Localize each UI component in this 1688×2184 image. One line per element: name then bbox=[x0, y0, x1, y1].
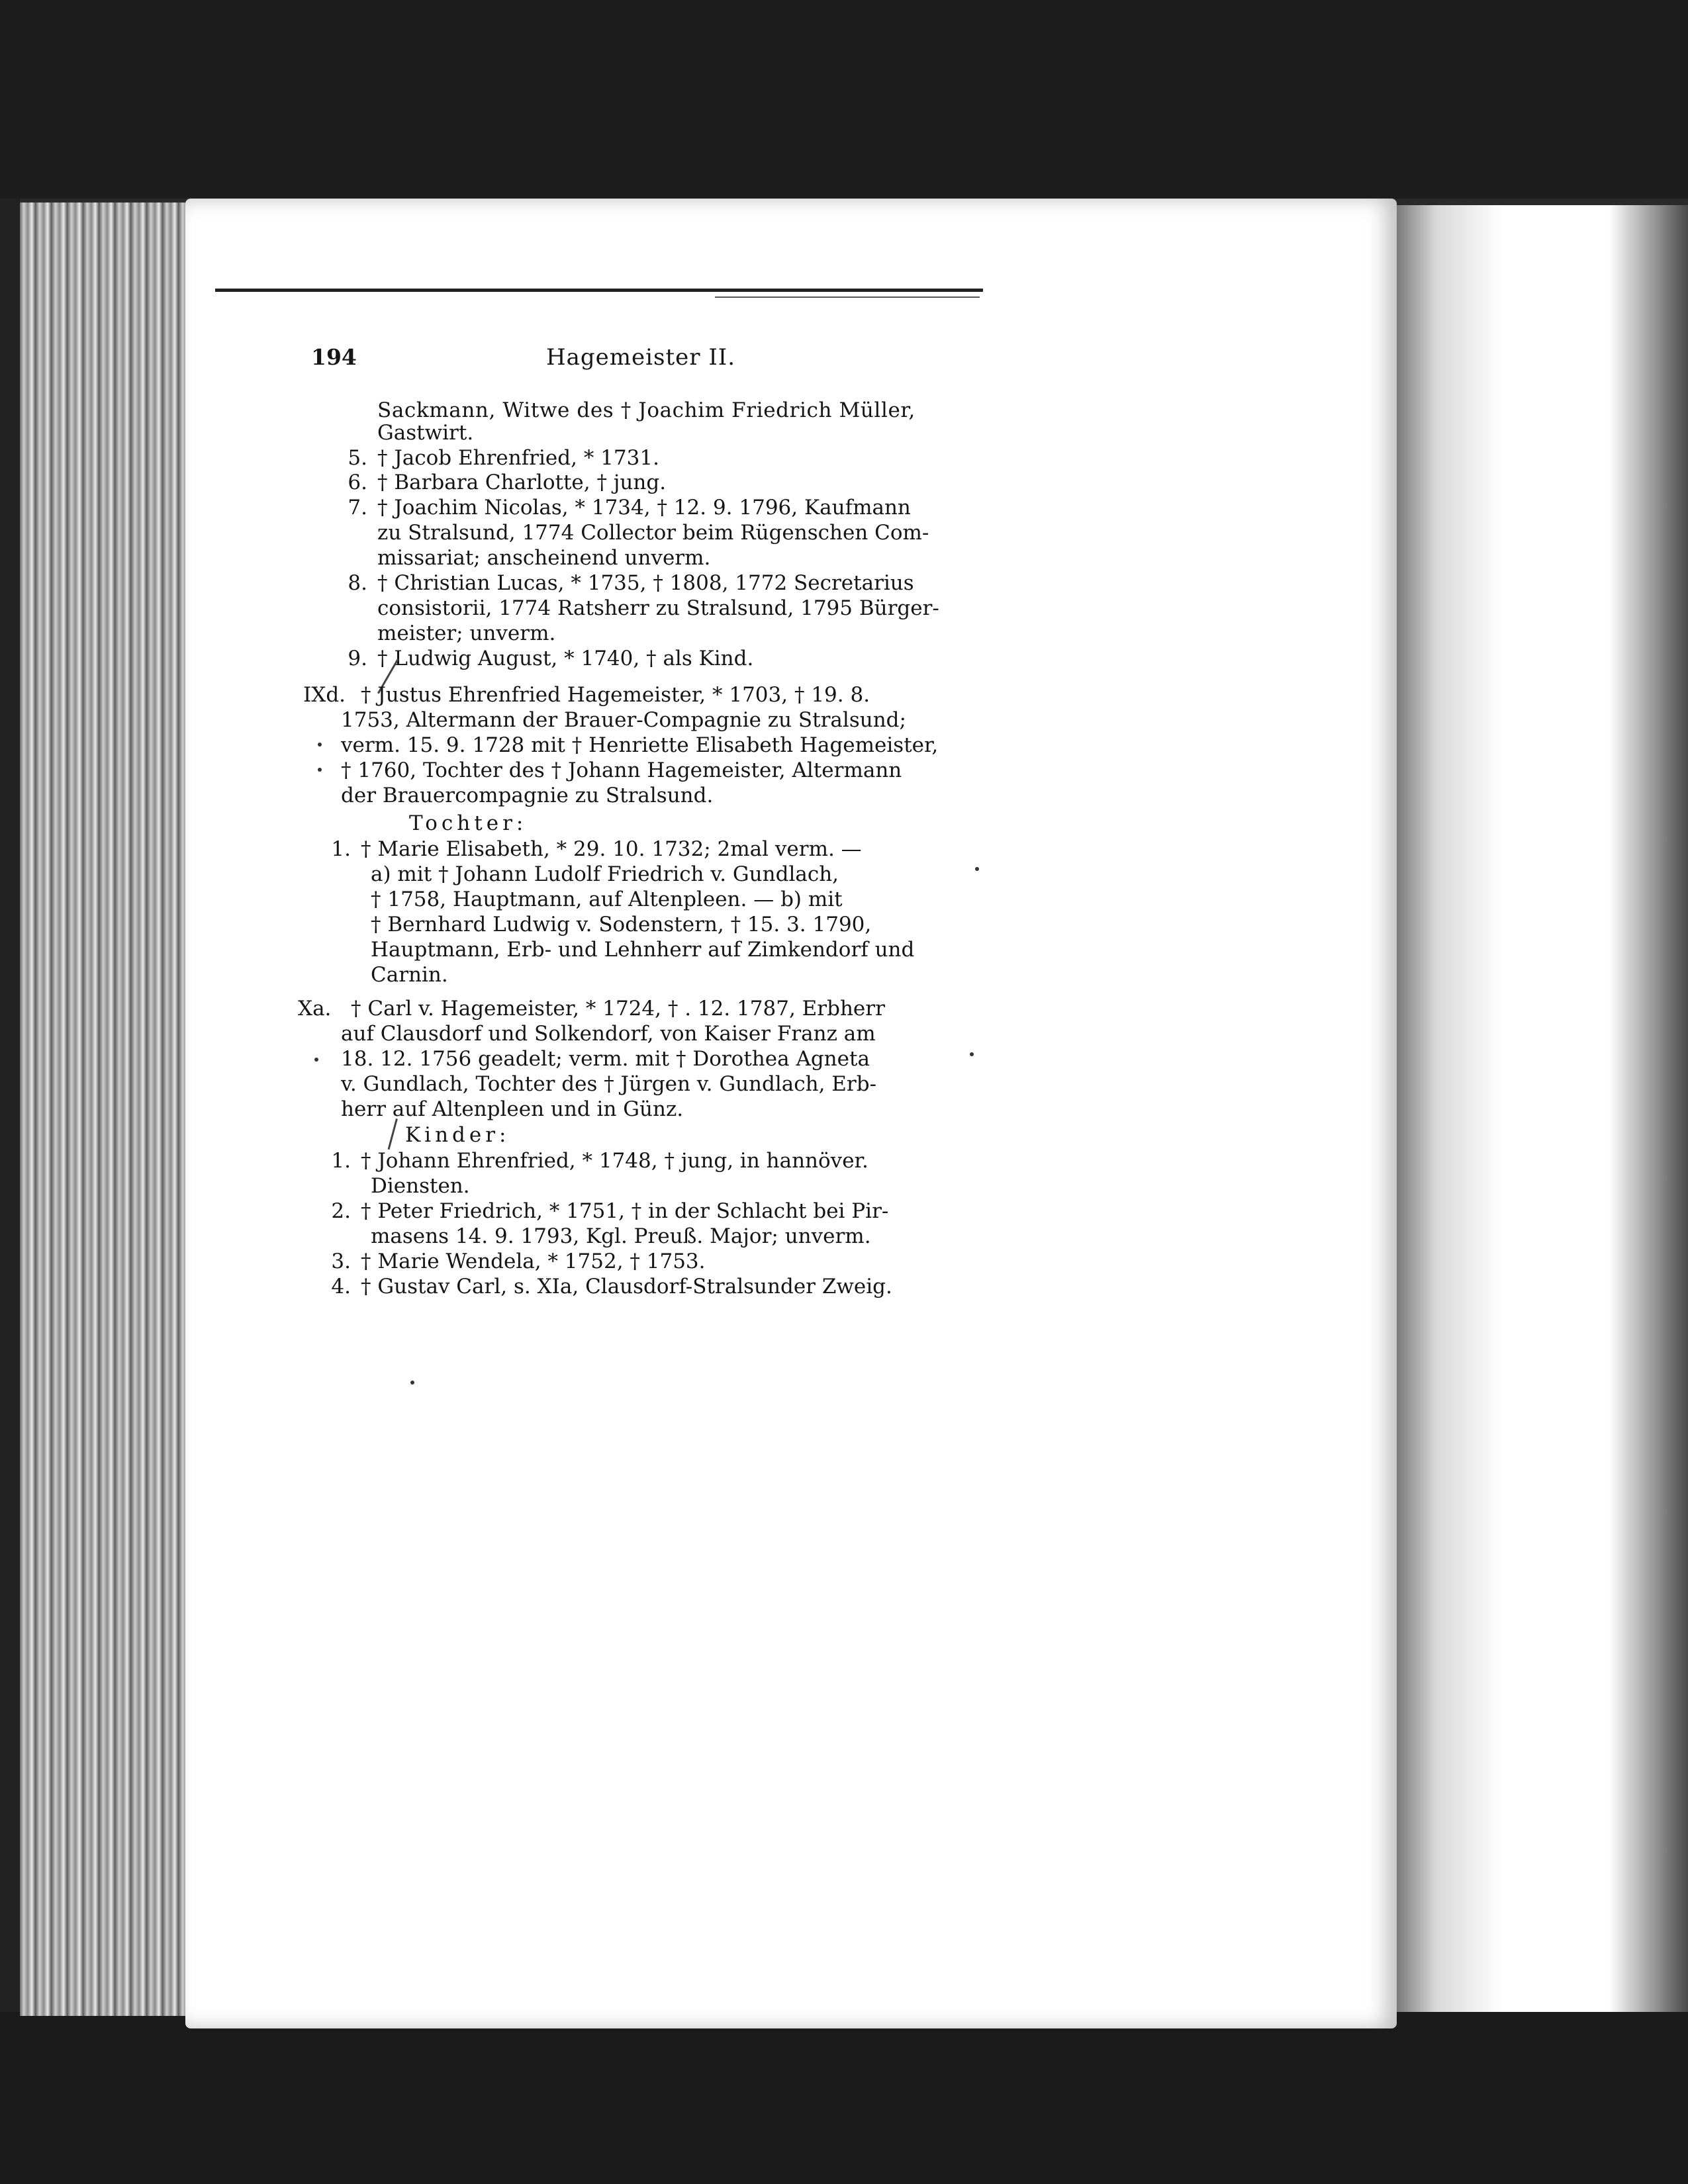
scan-background-top bbox=[0, 0, 1688, 199]
item-number: 7. bbox=[348, 496, 367, 520]
text-line: † 1760, Tochter des † Johann Hagemeister, Altermann bbox=[341, 758, 902, 782]
margin-dot bbox=[970, 1052, 974, 1056]
text-line: † Peter Friedrich, * 1751, † in der Schlacht bei Pir- bbox=[361, 1199, 889, 1223]
running-head: Hagemeister II. bbox=[546, 344, 736, 371]
text-line: † Barbara Charlotte, † jung. bbox=[377, 471, 667, 494]
text-line: verm. 15. 9. 1728 mit † Henriette Elisabeth Hagemeister, bbox=[341, 733, 939, 757]
item-number: 8. bbox=[348, 571, 367, 595]
text-line: masens 14. 9. 1793, Kgl. Preuß. Major; unverm. bbox=[371, 1224, 871, 1248]
text-line: † Joachim Nicolas, * 1734, † 12. 9. 1796, Kaufmann bbox=[377, 496, 911, 520]
item-number: 9. bbox=[348, 647, 367, 670]
text-line: Hauptmann, Erb- und Lehnherr auf Zimkendorf und bbox=[371, 938, 915, 962]
text-line: 18. 12. 1756 geadelt; verm. mit † Dorothea Agneta bbox=[341, 1047, 870, 1071]
margin-dot bbox=[314, 1058, 318, 1062]
scan-background-left bbox=[0, 199, 20, 2012]
text-line: a) mit † Johann Ludolf Friedrich v. Gundlach, bbox=[371, 862, 839, 886]
text-line: der Brauercompagnie zu Stralsund. bbox=[341, 784, 714, 807]
item-number: 1. bbox=[331, 1149, 351, 1173]
text-line: zu Stralsund, 1774 Collector beim Rügenschen Com- bbox=[377, 521, 929, 545]
item-number: 6. bbox=[348, 471, 367, 494]
text-line: meister; unverm. bbox=[377, 621, 556, 645]
text-line: Gastwirt. bbox=[377, 421, 474, 445]
text-line: v. Gundlach, Tochter des † Jürgen v. Gundlach, Erb- bbox=[341, 1072, 877, 1096]
text-line: herr auf Altenpleen und in Günz. bbox=[341, 1097, 684, 1121]
margin-dot bbox=[975, 867, 979, 871]
text-line: consistorii, 1774 Ratsherr zu Stralsund, 1795 Bürger- bbox=[377, 596, 939, 620]
text-line: † Jacob Ehrenfried, * 1731. bbox=[377, 446, 659, 470]
margin-dot bbox=[318, 743, 322, 747]
facing-page-edge bbox=[1397, 205, 1688, 2012]
text-line: † Johann Ehrenfried, * 1748, † jung, in hannöver. bbox=[361, 1149, 868, 1173]
header-rule bbox=[215, 289, 983, 292]
text-line: † Carl v. Hagemeister, * 1724, † . 12. 1787, Erbherr bbox=[351, 997, 885, 1021]
margin-dot bbox=[318, 768, 322, 772]
text-line: † Gustav Carl, s. XIa, Clausdorf-Stralsunder Zweig. bbox=[361, 1275, 892, 1298]
text-line: † Bernhard Ludwig v. Sodenstern, † 15. 3. 1790, bbox=[371, 913, 872, 936]
book-page-edges bbox=[20, 203, 185, 2016]
text-line: † Marie Wendela, * 1752, † 1753. bbox=[361, 1250, 706, 1273]
page-number: 194 bbox=[311, 344, 357, 370]
text-line: Sackmann, Witwe des † Joachim Friedrich Müller, bbox=[377, 398, 915, 422]
section-label: Xa. bbox=[298, 997, 332, 1021]
text-line: † Justus Ehrenfried Hagemeister, * 1703, † 19. 8. bbox=[361, 683, 870, 707]
text-line: Carnin. bbox=[371, 963, 448, 987]
section-label: IXd. bbox=[303, 683, 346, 707]
scan-background-bottom bbox=[0, 2012, 1688, 2184]
text-line: Diensten. bbox=[371, 1174, 470, 1198]
text-line: † Christian Lucas, * 1735, † 1808, 1772 Secretarius bbox=[377, 571, 914, 595]
item-number: 3. bbox=[331, 1250, 351, 1273]
text-line: 1753, Altermann der Brauer-Compagnie zu Stralsund; bbox=[341, 708, 906, 732]
text-line: † Marie Elisabeth, * 29. 10. 1732; 2mal verm. — bbox=[361, 837, 862, 861]
text-line: † 1758, Hauptmann, auf Altenpleen. — b) mit bbox=[371, 887, 843, 911]
item-number: 2. bbox=[331, 1199, 351, 1223]
subheading: Tochter: bbox=[409, 811, 528, 835]
margin-dot bbox=[410, 1381, 414, 1385]
text-line: auf Clausdorf und Solkendorf, von Kaiser Franz am bbox=[341, 1022, 876, 1046]
subheading: Kinder: bbox=[405, 1123, 510, 1147]
item-number: 1. bbox=[331, 837, 351, 861]
text-line: † Ludwig August, * 1740, † als Kind. bbox=[377, 647, 754, 670]
item-number: 4. bbox=[331, 1275, 351, 1298]
text-line: missariat; anscheinend unverm. bbox=[377, 546, 711, 570]
header-rule-thin bbox=[715, 296, 980, 298]
item-number: 5. bbox=[348, 446, 367, 470]
